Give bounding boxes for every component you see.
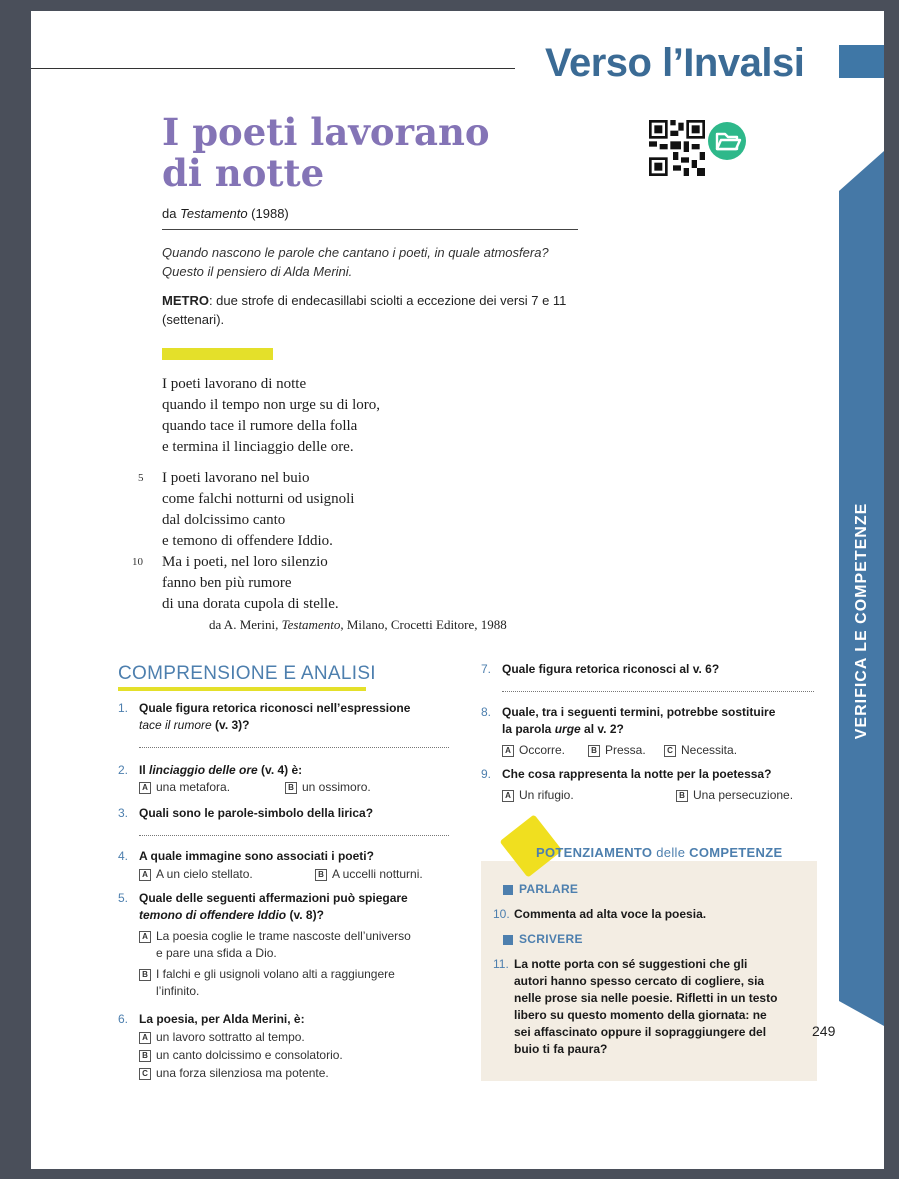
question-text: (v. 3)?: [211, 718, 250, 732]
question-number: 2.: [118, 763, 129, 777]
question-quote: urge: [554, 722, 581, 736]
question-5: [118, 890, 458, 924]
poem-verse: Ma i poeti, nel loro silenzio: [162, 554, 328, 570]
option-4a[interactable]: [139, 866, 253, 883]
option-5a[interactable]: [139, 928, 469, 962]
option-text: una forza silenziosa ma potente.: [156, 1066, 329, 1080]
option-6c[interactable]: [139, 1065, 329, 1082]
question-text: Il: [139, 763, 150, 777]
question-text: Quale figura retorica riconosci nell’espressione: [139, 701, 411, 715]
question-text: la parola: [502, 722, 555, 736]
credit-prefix: da A. Merini,: [209, 617, 282, 632]
question-text: (v. 8)?: [286, 908, 324, 922]
option-text: La poesia coglie le trame nascoste dell’universo: [156, 929, 411, 943]
question-number: 4.: [118, 849, 129, 863]
verse-number-10: 10: [132, 556, 143, 568]
credit-suffix: , Milano, Crocetti Editore, 1988: [340, 617, 507, 632]
option-box[interactable]: B: [139, 969, 151, 981]
question-text: Che cosa rappresenta la notte per la poetessa?: [502, 767, 772, 781]
question-text: nelle prose sia nelle poesie. Rifletti in un testo: [514, 991, 778, 1005]
answer-line[interactable]: [139, 835, 449, 837]
option-text: Una persecuzione.: [693, 788, 794, 802]
option-text: una metafora.: [156, 780, 231, 794]
question-text: Quale delle seguenti affermazioni può spiegare: [139, 891, 408, 905]
option-5b[interactable]: [139, 966, 469, 1000]
question-text: Quale, tra i seguenti termini, potrebbe sostituire: [502, 705, 776, 719]
question-text: Quali sono le parole-simbolo della lirica?: [139, 806, 374, 820]
question-text: A quale immagine sono associati i poeti?: [139, 849, 374, 863]
poem-verse: fanno ben più rumore: [162, 575, 292, 591]
question-3: [118, 805, 373, 822]
option-8b[interactable]: [588, 742, 646, 759]
question-4: [118, 848, 374, 865]
option-text: un lavoro sottratto al tempo.: [156, 1030, 305, 1044]
intro-line: Quando nascono le parole che cantano i poeti, in quale atmosfera?: [162, 245, 549, 260]
option-text: e pare una sfida a Dio.: [156, 946, 277, 960]
side-label: VERIFICA LE COMPETENZE: [853, 502, 870, 740]
option-8a[interactable]: [502, 742, 565, 759]
question-text: sei affascinato oppure il sopraggiungere del: [514, 1025, 767, 1039]
subheading-scrivere: [503, 932, 583, 946]
question-text: autori hanno spesso cercato di cogliere, sia: [514, 974, 765, 988]
square-icon: [503, 935, 513, 945]
question-7: [481, 661, 719, 678]
question-number: 10.: [493, 907, 510, 921]
question-text: Quale figura retorica riconosci al v. 6?: [502, 662, 720, 676]
header-rule: [31, 68, 515, 69]
poem-intro: [162, 243, 549, 281]
potenziamento-title-a: POTENZIAMENTO: [536, 845, 653, 860]
header-color-block: [839, 45, 884, 78]
verse-number-5: 5: [138, 472, 144, 484]
option-2b[interactable]: [285, 779, 371, 796]
question-quote: linciaggio delle ore: [149, 763, 258, 777]
square-icon: [503, 885, 513, 895]
poem-verse: quando tace il rumore della folla: [162, 418, 358, 434]
source-prefix: da: [162, 206, 177, 221]
question-text: La poesia, per Alda Merini, è:: [139, 1012, 305, 1026]
question-number: 11.: [493, 957, 509, 971]
question-quote: tace il rumore: [139, 718, 212, 732]
page-number: 249: [812, 1023, 836, 1039]
question-text: Commenta ad alta voce la poesia.: [514, 907, 707, 921]
question-text: al v. 2?: [580, 722, 624, 736]
option-2a[interactable]: [139, 779, 230, 796]
poem-title-line2: di notte: [162, 151, 325, 195]
option-9a[interactable]: [502, 787, 574, 804]
option-9b[interactable]: [676, 787, 793, 804]
poem-verse: I poeti lavorano nel buio: [162, 470, 310, 486]
option-box[interactable]: A: [139, 869, 151, 881]
option-text: A uccelli notturni.: [332, 867, 423, 881]
option-box[interactable]: C: [664, 745, 676, 757]
subheading-label: PARLARE: [519, 882, 579, 896]
poem-stanza-2: [162, 468, 354, 615]
question-9: [481, 766, 771, 783]
poem-stanza-1: [162, 374, 380, 458]
highlight-bar: [162, 348, 273, 360]
question-number: 1.: [118, 701, 129, 715]
question-text: buio ti fa paura?: [514, 1042, 608, 1056]
answer-line[interactable]: [502, 691, 814, 693]
potenziamento-title: [536, 845, 782, 860]
option-text: un ossimoro.: [302, 780, 371, 794]
poem-credit: [209, 617, 507, 633]
question-2: [118, 762, 302, 779]
question-text: (v. 4) è:: [257, 763, 303, 777]
poem-verse: come falchi notturni od usignoli: [162, 491, 355, 507]
option-text: l’infinito.: [156, 984, 200, 998]
credit-work: Testamento: [281, 617, 341, 632]
option-text: un canto dolcissimo e consolatorio.: [156, 1048, 343, 1062]
option-box[interactable]: B: [676, 790, 688, 802]
poem-title: [162, 112, 490, 194]
option-text: I falchi e gli usignoli volano alti a raggiungere: [156, 967, 395, 981]
potenziamento-title-c: COMPETENZE: [689, 845, 783, 860]
source-work: Testamento: [180, 206, 248, 221]
section-title: COMPRENSIONE E ANALISI: [118, 663, 376, 684]
option-6a[interactable]: [139, 1029, 305, 1046]
option-box[interactable]: A: [139, 1032, 151, 1044]
question-number: 8.: [481, 705, 492, 719]
option-text: Un rifugio.: [519, 788, 574, 802]
poem-title-line1: I poeti lavorano: [162, 110, 490, 154]
option-box[interactable]: B: [139, 1050, 151, 1062]
question-number: 9.: [481, 767, 492, 781]
qr-code-icon[interactable]: [649, 120, 705, 176]
header-title: Verso l’Invalsi: [545, 41, 805, 85]
question-number: 7.: [481, 662, 492, 676]
option-text: Necessita.: [681, 743, 738, 757]
source-year: (1988): [251, 206, 289, 221]
subheading-parlare: [503, 882, 578, 896]
option-box[interactable]: A: [502, 745, 514, 757]
question-quote: temono di offendere Iddio: [139, 908, 287, 922]
textbook-page: [31, 11, 884, 1169]
question-number: 6.: [118, 1012, 129, 1026]
metro-label: METRO: [162, 293, 209, 308]
option-6b[interactable]: [139, 1047, 343, 1064]
poem-verse: di una dorata cupola di stelle.: [162, 596, 339, 612]
section-underline: [118, 687, 366, 691]
poem-verse: dal dolcissimo canto: [162, 512, 286, 528]
poem-verse: quando il tempo non urge su di loro,: [162, 397, 381, 413]
question-11: [493, 956, 811, 1058]
question-6: [118, 1011, 305, 1028]
option-8c[interactable]: [664, 742, 737, 759]
option-box[interactable]: A: [502, 790, 514, 802]
option-box[interactable]: B: [285, 782, 297, 794]
question-text: La notte porta con sé suggestioni che gli: [514, 957, 748, 971]
poem-verse: I poeti lavorano di notte: [162, 376, 307, 392]
subheading-label: SCRIVERE: [519, 932, 583, 946]
question-10: [493, 906, 706, 923]
option-box[interactable]: C: [139, 1068, 151, 1080]
poem-source: [162, 206, 289, 221]
source-rule: [162, 229, 578, 230]
answer-line[interactable]: [139, 747, 449, 749]
option-text: Occorre.: [519, 743, 566, 757]
question-text: libero su questo momento della giornata: ne: [514, 1008, 767, 1022]
potenziamento-title-b: delle: [652, 845, 690, 860]
metro-note: [162, 291, 602, 329]
poem-verse: e temono di offendere Iddio.: [162, 533, 333, 549]
option-box[interactable]: B: [315, 869, 327, 881]
question-number: 5.: [118, 891, 129, 905]
option-box[interactable]: B: [588, 745, 600, 757]
question-1: [118, 700, 458, 734]
option-text: A un cielo stellato.: [156, 867, 253, 881]
intro-line: Questo il pensiero di Alda Merini.: [162, 264, 353, 279]
poem-verse: e termina il linciaggio delle ore.: [162, 439, 354, 455]
question-number: 3.: [118, 806, 129, 820]
option-box[interactable]: A: [139, 931, 151, 943]
option-4b[interactable]: [315, 866, 423, 883]
metro-text: : due strofe di endecasillabi sciolti a eccezione dei versi 7 e 11 (settenari).: [162, 293, 567, 327]
folder-icon[interactable]: [708, 122, 746, 160]
question-8: [481, 704, 821, 738]
option-box[interactable]: A: [139, 782, 151, 794]
option-text: Pressa.: [605, 743, 646, 757]
